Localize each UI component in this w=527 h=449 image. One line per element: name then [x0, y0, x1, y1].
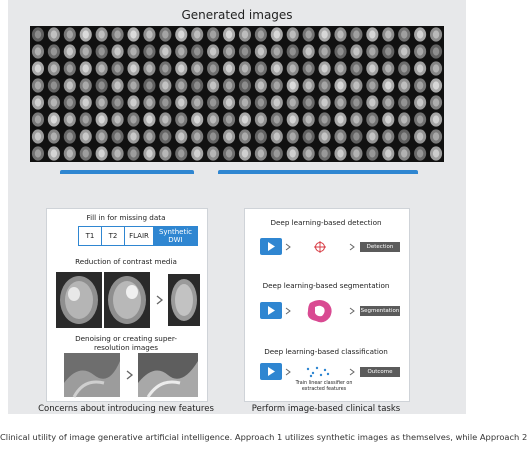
mri-slice-core [321, 132, 327, 140]
mri-slice-core [130, 132, 136, 140]
classification-model-icon [260, 363, 282, 380]
mri-slice-core [242, 98, 248, 106]
segmentation-output: Segmentation [360, 308, 400, 314]
mri-slice-core [130, 47, 136, 55]
mri-slice-core [369, 132, 375, 140]
mri-slice-core [114, 47, 120, 55]
mri-slice-core [337, 81, 343, 89]
mri-slice-core [226, 64, 232, 72]
mri-slice-core [226, 30, 232, 38]
mri-slice-core [130, 81, 136, 89]
mri-slice-core [290, 115, 296, 123]
modality-synthetic-dwi: Synthetic DWI [154, 227, 198, 246]
mri-slice-core [337, 30, 343, 38]
mri-slice-core [210, 98, 216, 106]
mri-slice-core [401, 81, 407, 89]
mri-slice-core [353, 64, 359, 72]
mri-slice-core [401, 132, 407, 140]
mri-slice-core [114, 30, 120, 38]
mri-slice-core [35, 81, 41, 89]
mri-slice-core [146, 47, 152, 55]
mri-slice-core [162, 98, 168, 106]
mri-slice-core [178, 81, 184, 89]
mri-slice-core [146, 30, 152, 38]
mri-slice-core [83, 132, 89, 140]
mri-slice-core [385, 81, 391, 89]
mri-slice-core [98, 47, 104, 55]
mri-slice-core [417, 98, 423, 106]
mri-slice-core [210, 115, 216, 123]
mri-slice-core [433, 64, 439, 72]
mri-slice-core [130, 149, 136, 157]
mri-slice-core [433, 47, 439, 55]
mri-slice-core [178, 98, 184, 106]
mri-slice-core [242, 47, 248, 55]
mri-slice-core [321, 30, 327, 38]
mri-slice-core [321, 47, 327, 55]
mri-slice-core [337, 115, 343, 123]
mri-slice-core [210, 47, 216, 55]
mri-slice-core [274, 64, 280, 72]
mri-slice-core [369, 98, 375, 106]
mri-slice-core [98, 132, 104, 140]
mri-slice-core [369, 149, 375, 157]
mri-slice-core [146, 149, 152, 157]
mri-slice-core [242, 30, 248, 38]
mri-slice-core [67, 132, 73, 140]
mri-slice-core [194, 64, 200, 72]
mri-slice-core [337, 98, 343, 106]
mri-slice-core [290, 47, 296, 55]
mri-slice-core [162, 132, 168, 140]
mri-slice-core [274, 115, 280, 123]
mri-slice-core [433, 81, 439, 89]
mri-slice-core [433, 149, 439, 157]
mri-slice-core [51, 81, 57, 89]
mri-slice-core [433, 132, 439, 140]
classification-title: Deep learning-based classification [264, 347, 388, 356]
mri-slice-core [258, 115, 264, 123]
mri-slice-core [194, 98, 200, 106]
mri-slice-core [98, 30, 104, 38]
mri-slice-core [178, 115, 184, 123]
mri-slice-core [305, 132, 311, 140]
mri-slice-core [178, 30, 184, 38]
mri-slice-core [290, 132, 296, 140]
mri-slice-core [114, 115, 120, 123]
mri-slice-core [385, 98, 391, 106]
approach-2-caption: Perform image-based clinical tasks [251, 404, 401, 414]
mri-slice-core [98, 115, 104, 123]
mri-slice-core [417, 132, 423, 140]
detection-output: Detection [360, 242, 400, 252]
mri-slice-core [274, 47, 280, 55]
mri-slice-core [83, 98, 89, 106]
mri-slice-core [274, 132, 280, 140]
mri-slice-core [274, 98, 280, 106]
mri-slice-core [321, 149, 327, 157]
mri-slice-core [401, 115, 407, 123]
mri-slice-core [305, 149, 311, 157]
mri-slice-core [385, 47, 391, 55]
mri-slice-core [210, 149, 216, 157]
mri-slice-core [210, 64, 216, 72]
mri-slice-core [178, 64, 184, 72]
mri-slice-core [385, 30, 391, 38]
mri-slice-core [305, 30, 311, 38]
mri-slice-core [35, 149, 41, 157]
mri-slice-core [290, 64, 296, 72]
mri-slice-core [51, 98, 57, 106]
modality-flair: FLAIR [125, 227, 154, 246]
mri-slice-core [162, 81, 168, 89]
mri-slice-core [242, 132, 248, 140]
detection-model-icon [260, 238, 282, 255]
classification-flow [284, 364, 364, 380]
detection-title: Deep learning-based detection [270, 218, 382, 227]
mri-slice-core [274, 30, 280, 38]
mri-slice-core [258, 132, 264, 140]
mri-slice-core [146, 115, 152, 123]
mri-slice-core [194, 149, 200, 157]
classifier-note: Train linear classifier on extracted features [295, 381, 353, 392]
mri-slice-core [274, 149, 280, 157]
mri-slice-core [194, 81, 200, 89]
mri-slice-core [130, 30, 136, 38]
mri-slice-core [210, 81, 216, 89]
mri-slice-core [417, 149, 423, 157]
mri-slice-core [321, 64, 327, 72]
mri-slice-core [51, 47, 57, 55]
mri-slice-core [130, 98, 136, 106]
mri-slice-core [51, 149, 57, 157]
mri-slice-core [401, 149, 407, 157]
mri-slice-core [417, 30, 423, 38]
mri-slice-core [35, 30, 41, 38]
mri-slice-core [194, 132, 200, 140]
mri-slice-core [417, 64, 423, 72]
mri-slice-core [290, 81, 296, 89]
mri-slice-core [401, 30, 407, 38]
mri-slice-core [290, 98, 296, 106]
mri-slice-core [226, 81, 232, 89]
mri-slice-core [146, 81, 152, 89]
mri-slice-core [98, 81, 104, 89]
mri-slice-core [417, 47, 423, 55]
mri-slice-core [162, 149, 168, 157]
mri-slice-core [83, 47, 89, 55]
mri-slice-core [98, 64, 104, 72]
mri-slice-core [369, 115, 375, 123]
mri-slice-core [274, 81, 280, 89]
mri-slice-core [258, 30, 264, 38]
mri-slice-core [226, 132, 232, 140]
mri-slice-core [226, 115, 232, 123]
mri-slice-core [130, 64, 136, 72]
mri-slice-core [146, 132, 152, 140]
mri-slice-core [417, 81, 423, 89]
figure-caption: Clinical utility of image generative artificial intelligence. Approach 1 utilizes synthetic images as themselves, while Approach 2 [0, 432, 527, 442]
mri-slice-core [353, 132, 359, 140]
mri-slice-core [194, 30, 200, 38]
mri-slice-core [67, 149, 73, 157]
mri-slice-core [401, 47, 407, 55]
mri-slice-core [226, 98, 232, 106]
mri-slice-core [146, 64, 152, 72]
mri-slice-core [401, 98, 407, 106]
mri-slice-core [258, 64, 264, 72]
generated-mri-grid [30, 26, 444, 162]
segmentation-model-icon [260, 302, 282, 319]
mri-slice-core [242, 64, 248, 72]
mri-slice-core [353, 115, 359, 123]
mri-slice-core [305, 47, 311, 55]
mri-slice-core [258, 98, 264, 106]
mri-slice-core [226, 47, 232, 55]
missing-data-title: Fill in for missing data [86, 213, 166, 222]
mri-slice-core [353, 47, 359, 55]
mri-slice-core [258, 149, 264, 157]
mri-slice-core [258, 81, 264, 89]
mri-slice-core [146, 98, 152, 106]
mri-slice-core [114, 64, 120, 72]
mri-slice-core [433, 30, 439, 38]
mri-slice-core [321, 98, 327, 106]
mri-slice-core [67, 98, 73, 106]
mri-slice-core [337, 47, 343, 55]
mri-slice-core [51, 64, 57, 72]
mri-slice-core [385, 115, 391, 123]
mri-slice-core [433, 98, 439, 106]
mri-slice-core [83, 81, 89, 89]
mri-slice-core [178, 149, 184, 157]
mri-slice-core [51, 132, 57, 140]
denoise-title: Denoising or creating super-resolution images [75, 334, 177, 352]
mri-slice-core [194, 115, 200, 123]
mri-slice-core [83, 115, 89, 123]
mri-slice-core [242, 81, 248, 89]
mri-slice-core [210, 132, 216, 140]
mri-slice-core [51, 30, 57, 38]
mri-slice-core [337, 132, 343, 140]
mri-slice-core [67, 81, 73, 89]
mri-slice-core [35, 115, 41, 123]
mri-slice-core [337, 149, 343, 157]
mri-slice-core [194, 47, 200, 55]
mri-slice-core [242, 149, 248, 157]
mri-slice-core [290, 30, 296, 38]
mri-slice-core [83, 30, 89, 38]
mri-slice-core [337, 64, 343, 72]
mri-slice-core [385, 64, 391, 72]
segmentation-title: Deep learning-based segmentation [262, 281, 390, 290]
mri-slice-core [321, 115, 327, 123]
mri-slice-core [178, 47, 184, 55]
mri-slice-core [369, 81, 375, 89]
mri-slice-core [67, 64, 73, 72]
modality-t2: T2 [102, 227, 125, 246]
mri-slice-core [210, 30, 216, 38]
contrast-reduction-images [56, 272, 200, 328]
mri-slice-core [305, 64, 311, 72]
mri-slice-core [35, 98, 41, 106]
mri-slice-core [258, 47, 264, 55]
detection-flow [284, 241, 364, 253]
mri-slice-core [83, 149, 89, 157]
segmentation-flow [284, 297, 364, 325]
mri-slice-core [35, 64, 41, 72]
mri-slice-core [385, 132, 391, 140]
generated-images-title: Generated images [181, 8, 293, 22]
mri-slice-core [51, 115, 57, 123]
mri-slice-core [130, 115, 136, 123]
mri-slice-core [353, 81, 359, 89]
mri-slice-core [305, 115, 311, 123]
mri-slice-core [433, 115, 439, 123]
mri-slice-core [305, 98, 311, 106]
mri-slice-core [162, 30, 168, 38]
mri-slice-core [385, 149, 391, 157]
approach-1-caption: Concerns about introducing new features [38, 404, 214, 414]
mri-slice-core [35, 132, 41, 140]
mri-slice-core [114, 149, 120, 157]
mri-slice-core [369, 64, 375, 72]
mri-slice-core [226, 149, 232, 157]
mri-slice-core [369, 30, 375, 38]
mri-slice-core [114, 81, 120, 89]
mri-slice-core [369, 47, 375, 55]
modality-t1: T1 [79, 227, 102, 246]
mri-slice-core [162, 64, 168, 72]
modality-table [78, 226, 198, 246]
classification-output: Outcome [360, 367, 400, 377]
mri-slice-core [242, 115, 248, 123]
mri-slice-core [353, 98, 359, 106]
mri-slice-core [98, 149, 104, 157]
mri-slice-core [67, 115, 73, 123]
mri-slice-core [353, 149, 359, 157]
mri-slice-core [162, 115, 168, 123]
mri-slice-core [305, 81, 311, 89]
mri-slice-core [290, 149, 296, 157]
mri-slice-core [114, 132, 120, 140]
mri-slice-core [67, 47, 73, 55]
mri-slice-core [321, 81, 327, 89]
mri-slice-core [67, 30, 73, 38]
mri-slice-core [178, 132, 184, 140]
denoising-images [64, 353, 198, 397]
mri-slice-core [35, 47, 41, 55]
mri-slice-core [114, 98, 120, 106]
mri-slice-core [353, 30, 359, 38]
contrast-title: Reduction of contrast media [75, 257, 177, 266]
mri-slice-core [401, 64, 407, 72]
mri-slice-core [98, 98, 104, 106]
mri-slice-core [162, 47, 168, 55]
mri-slice-core [417, 115, 423, 123]
mri-slice-core [83, 64, 89, 72]
